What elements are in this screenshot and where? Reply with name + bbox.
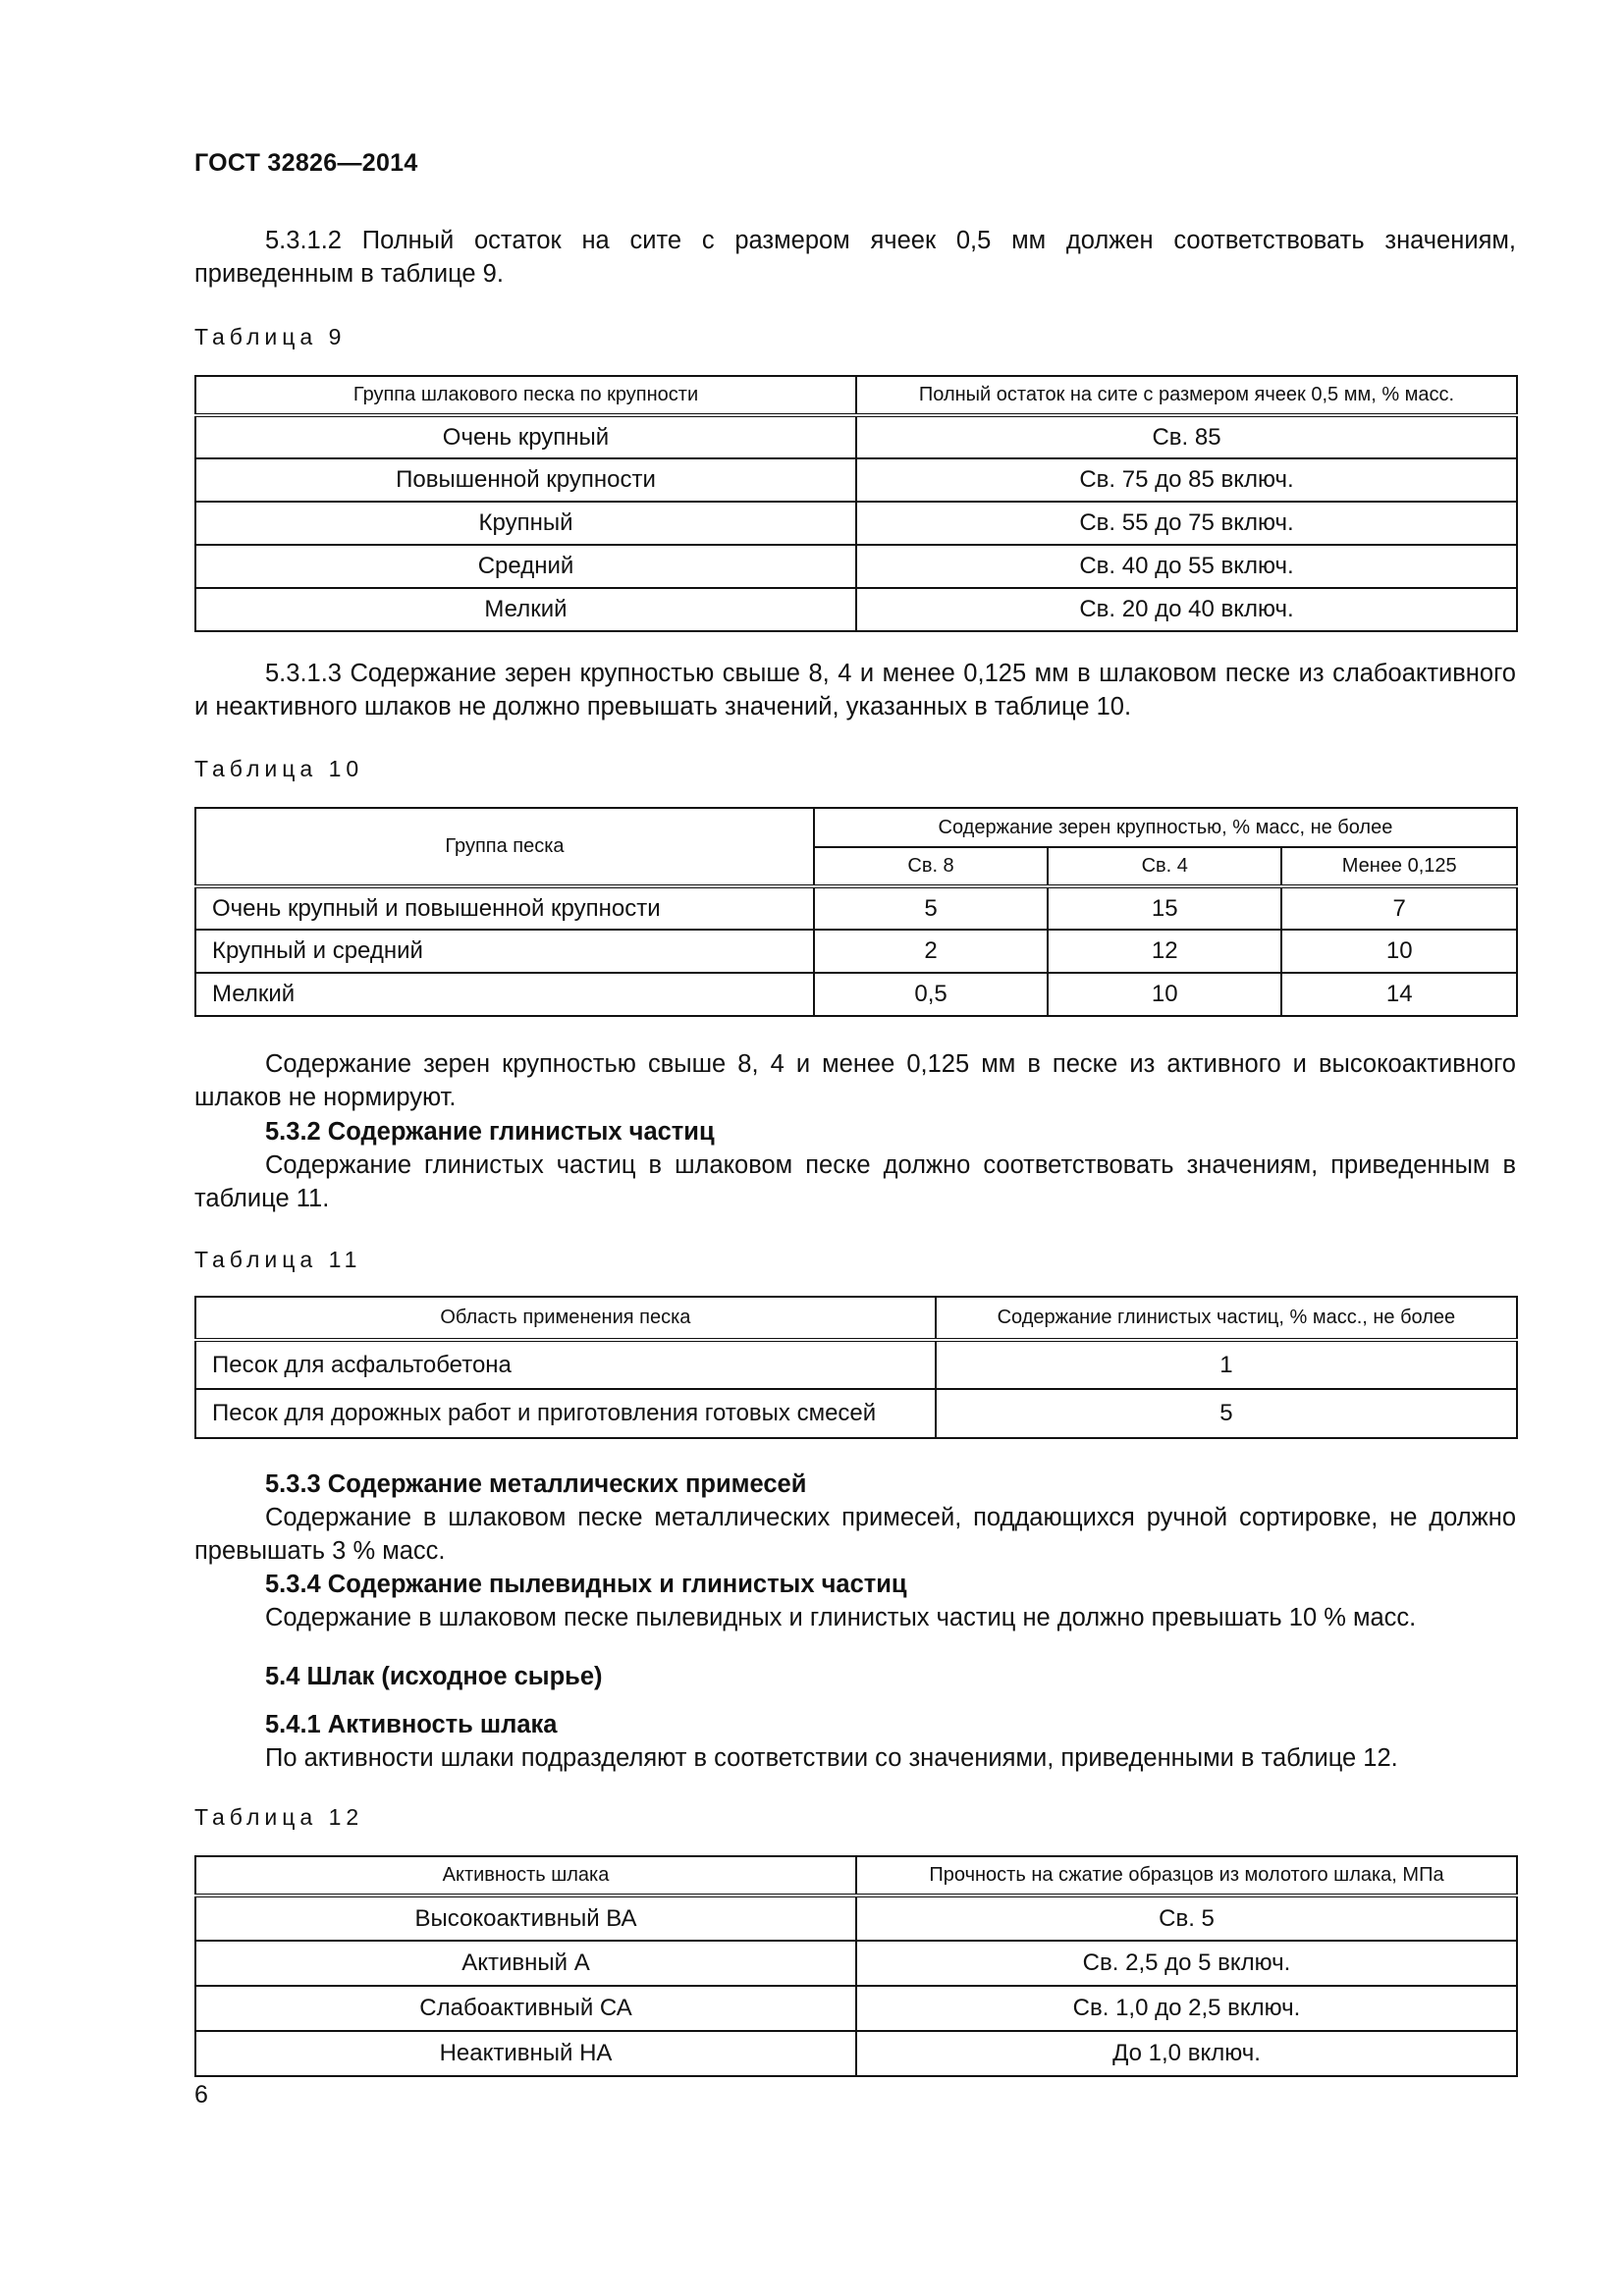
table-row: [195, 1896, 1517, 1941]
section-5-4-heading: 5.4 Шлак (исходное сырье): [265, 1663, 603, 1690]
table-cell: Св. 5: [856, 1896, 1517, 1941]
section-5-3-4-heading: 5.3.4 Содержание пылевидных и глинистых частиц: [265, 1571, 907, 1598]
table-12-caption: Таблица 12: [194, 1804, 364, 1830]
table-cell: 7: [1281, 886, 1517, 930]
table-row: [195, 588, 1517, 631]
table-row: [195, 545, 1517, 588]
table-header-row: [195, 1297, 1517, 1340]
table-cell: Песок для дорожных работ и приготовления готовых смесей: [195, 1389, 936, 1438]
table-row: [195, 415, 1517, 458]
section-5-3-2-heading: 5.3.2 Содержание глинистых частиц: [265, 1118, 715, 1146]
table-cell: Высокоактивный ВА: [195, 1896, 856, 1941]
table-cell: Средний: [195, 545, 856, 588]
table-header-cell: Область применения песка: [195, 1297, 936, 1340]
table-row: [195, 1986, 1517, 2031]
paragraph-5-3-4: Содержание в шлаковом песке пылевидных и глинистых частиц не должно превышать 10 % масс.: [265, 1604, 1417, 1631]
paragraph-5-3-2: Содержание глинистых частиц в шлаковом песке должно соответствовать значениям, приведенным в таблице 11.: [194, 1151, 1516, 1212]
table-cell: 5: [936, 1389, 1517, 1438]
table-cell: Св. 1,0 до 2,5 включ.: [856, 1986, 1517, 2031]
table-10: [194, 807, 1518, 1017]
table-11-caption: Таблица 11: [194, 1247, 362, 1272]
table-header-cell: Группа шлакового песка по крупности: [195, 376, 856, 415]
table-row: [195, 1340, 1517, 1389]
table-row: [195, 1941, 1517, 1986]
table-header-cell: Св. 4: [1048, 847, 1281, 886]
table-cell: 10: [1281, 930, 1517, 973]
table-cell: Повышенной крупности: [195, 458, 856, 502]
table-cell: 15: [1048, 886, 1281, 930]
table-cell: Св. 55 до 75 включ.: [856, 502, 1517, 545]
table-header-row: [195, 376, 1517, 415]
table-row: [195, 502, 1517, 545]
table-cell: Очень крупный: [195, 415, 856, 458]
table-header-cell: Полный остаток на сите с размером ячеек 0,5 мм, % масс.: [856, 376, 1517, 415]
table-row: [195, 930, 1517, 973]
table-header-row: [195, 1856, 1517, 1896]
table-row: [195, 458, 1517, 502]
table-cell: Св. 85: [856, 415, 1517, 458]
table-cell: 14: [1281, 973, 1517, 1016]
table-header-cell: Менее 0,125: [1281, 847, 1517, 886]
table-cell: 5: [814, 886, 1048, 930]
page-number: 6: [194, 2081, 208, 2109]
table-cell: 2: [814, 930, 1048, 973]
table-9-caption: Таблица 9: [194, 324, 347, 349]
table-cell: Мелкий: [195, 588, 856, 631]
table-9: [194, 375, 1518, 632]
table-cell: До 1,0 включ.: [856, 2031, 1517, 2076]
table-row: [195, 2031, 1517, 2076]
table-header-cell: Содержание зерен крупностью, % масс, не более: [814, 808, 1517, 847]
table-cell: 12: [1048, 930, 1281, 973]
table-12: [194, 1855, 1518, 2077]
table-header-cell: Св. 8: [814, 847, 1048, 886]
table-cell: Св. 20 до 40 включ.: [856, 588, 1517, 631]
table-10-caption: Таблица 10: [194, 756, 364, 781]
table-cell: Слабоактивный СА: [195, 1986, 856, 2031]
table-cell: Св. 75 до 85 включ.: [856, 458, 1517, 502]
table-cell: 0,5: [814, 973, 1048, 1016]
section-5-4-1-heading: 5.4.1 Активность шлака: [265, 1711, 558, 1738]
table-row: [195, 973, 1517, 1016]
paragraph-not-normed: Содержание зерен крупностью свыше 8, 4 и менее 0,125 мм в песке из активного и высокоактивного шлаков не нормируют.: [194, 1050, 1516, 1111]
paragraph-5-3-1-2: 5.3.1.2 Полный остаток на сите с размером ячеек 0,5 мм должен соответствовать значениям, приведенным в таблице 9.: [194, 227, 1516, 288]
table-cell: 1: [936, 1340, 1517, 1389]
table-cell: Песок для асфальтобетона: [195, 1340, 936, 1389]
table-header-cell: Активность шлака: [195, 1856, 856, 1896]
table-header-cell: Содержание глинистых частиц, % масс., не более: [936, 1297, 1517, 1340]
section-5-3-3-heading: 5.3.3 Содержание металлических примесей: [265, 1470, 807, 1498]
table-header-row: [195, 808, 1517, 847]
table-cell: Св. 2,5 до 5 включ.: [856, 1941, 1517, 1986]
table-cell: Неактивный НА: [195, 2031, 856, 2076]
table-cell: Крупный: [195, 502, 856, 545]
table-header-cell: Прочность на сжатие образцов из молотого шлака, МПа: [856, 1856, 1517, 1896]
standard-header: ГОСТ 32826—2014: [194, 149, 418, 177]
table-cell: Св. 40 до 55 включ.: [856, 545, 1517, 588]
table-row: [195, 1389, 1517, 1438]
paragraph-5-3-1-3: 5.3.1.3 Содержание зерен крупностью свыше 8, 4 и менее 0,125 мм в шлаковом песке из слабоактивного и неактивного шлаков не должно превышать значений, указанных в таблице 10.: [194, 660, 1516, 721]
paragraph-5-4-1: По активности шлаки подразделяют в соответствии со значениями, приведенными в таблице 12.: [265, 1744, 1398, 1772]
table-row: [195, 886, 1517, 930]
table-cell: Очень крупный и повышенной крупности: [195, 886, 814, 930]
table-cell: Активный А: [195, 1941, 856, 1986]
paragraph-5-3-3: Содержание в шлаковом песке металлических примесей, поддающихся ручной сортировке, не должно превышать 3 % масс.: [194, 1504, 1516, 1565]
table-11: [194, 1296, 1518, 1439]
table-cell: 10: [1048, 973, 1281, 1016]
table-cell: Мелкий: [195, 973, 814, 1016]
table-header-cell: Группа песка: [195, 808, 814, 886]
table-cell: Крупный и средний: [195, 930, 814, 973]
